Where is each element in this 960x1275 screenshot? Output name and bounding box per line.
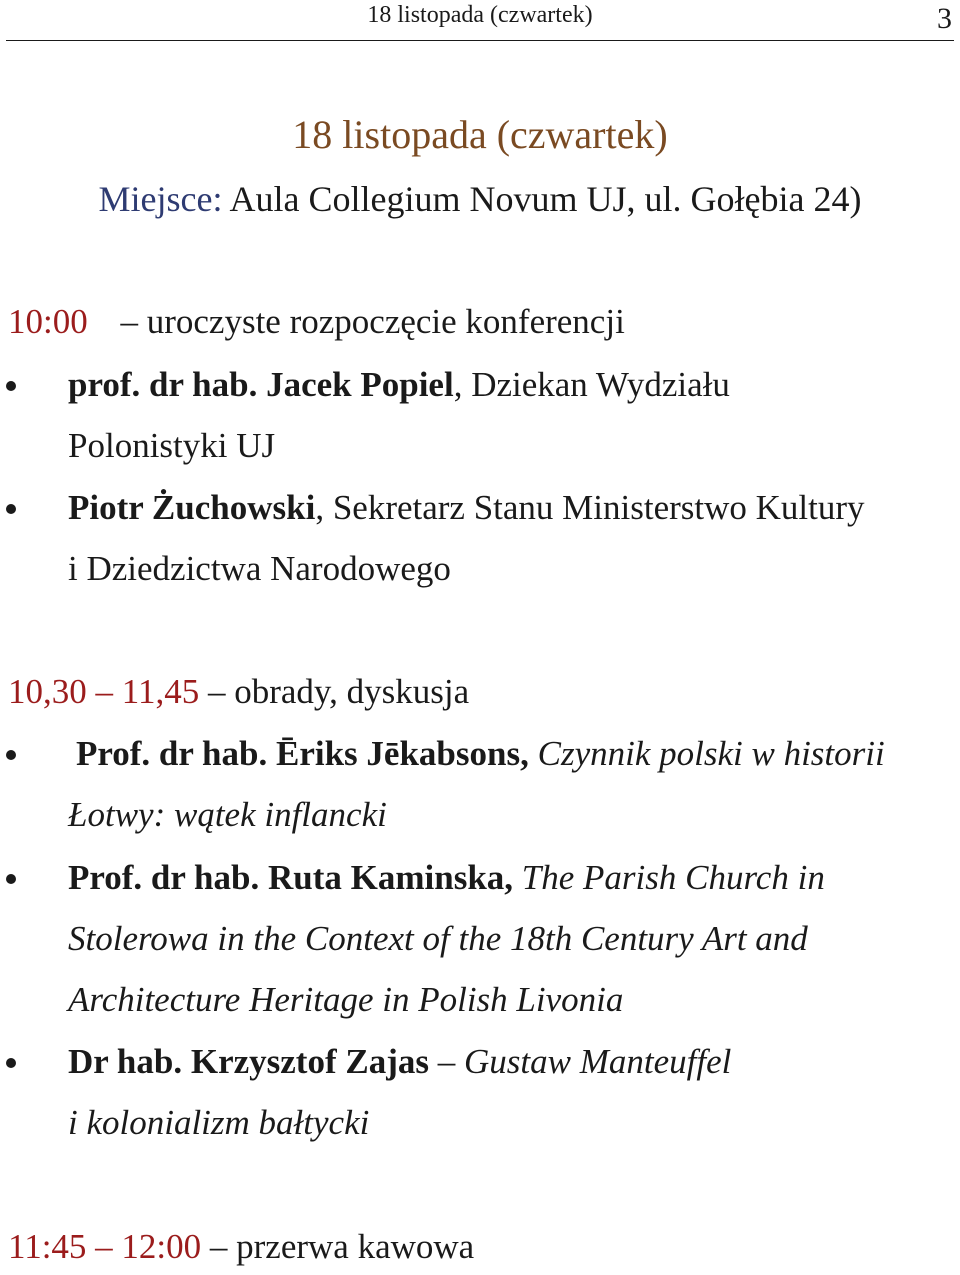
bullet-icon [6, 750, 16, 760]
session-3-desc: – przerwa kawowa [209, 1227, 475, 1266]
bullet-icon [6, 1058, 16, 1068]
speaker-name: prof. dr hab. Jacek Popiel [68, 365, 454, 404]
speaker-role: , Sekretarz Stanu Ministerstwo Kultury [315, 488, 865, 527]
bullet-icon [6, 874, 16, 884]
speaker-name: Dr hab. Krzysztof Zajas [68, 1042, 429, 1081]
speaker-name: Piotr Żuchowski [68, 488, 316, 527]
session-1-time: 10:00 [8, 302, 88, 341]
page-number: 3 [937, 2, 952, 35]
talk-title: Czynnik polski w historii [528, 734, 885, 773]
session-1-desc: – uroczyste rozpoczęcie konferencji [120, 302, 625, 341]
talk-zajas [68, 1041, 731, 1083]
session-2-desc: – obrady, dyskusja [207, 672, 470, 711]
talk-title-cont: Architecture Heritage in Polish Livonia [68, 980, 624, 1019]
day-title: 18 listopada (czwartek) [292, 112, 668, 157]
speaker-name: Prof. dr hab. Ēriks Jēkabsons, [76, 734, 529, 773]
session-3-heading [8, 1226, 474, 1268]
venue-line [0, 176, 960, 222]
talk-jekabsons [76, 733, 885, 775]
session-2-heading [8, 671, 469, 713]
speaker-name: Prof. dr hab. Ruta Kaminska, [68, 858, 514, 897]
talk-title-cont: Stolerowa in the Context of the 18th Century Art and [68, 919, 808, 958]
talk-title: Gustaw Manteuffel [464, 1042, 732, 1081]
speaker-role-cont: Polonistyki UJ [68, 426, 276, 465]
page-header [6, 0, 954, 41]
talk-title: The Parish Church in [513, 858, 825, 897]
speaker-popiel [68, 364, 730, 406]
session-1-heading [8, 301, 625, 343]
bullet-icon [6, 381, 16, 391]
speaker-role-cont: i Dziedzictwa Narodowego [68, 549, 451, 588]
speaker-role: , Dziekan Wydziału [453, 365, 730, 404]
talk-kaminska [68, 857, 825, 899]
venue-label: Miejsce: [98, 179, 223, 219]
session-3-time: 11:45 – 12:00 [8, 1227, 202, 1266]
running-title: 18 listopada (czwartek) [367, 2, 593, 28]
talk-title-cont: Łotwy: wątek inflancki [68, 795, 387, 834]
speaker-zuchowski [68, 487, 865, 529]
venue-value: Aula Collegium Novum UJ, ul. Gołębia 24) [222, 179, 862, 219]
talk-title-cont: i kolonializm bałtycki [68, 1103, 370, 1142]
session-2-time: 10,30 – 11,45 [8, 672, 200, 711]
bullet-icon [6, 504, 16, 514]
dash: – [429, 1042, 464, 1081]
